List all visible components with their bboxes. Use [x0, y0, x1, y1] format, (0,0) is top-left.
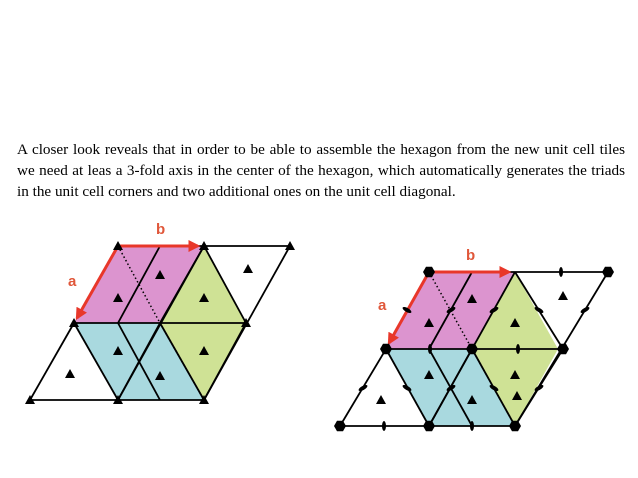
hexad-icon	[334, 421, 346, 431]
right-lattice-diagram	[334, 247, 614, 431]
caption-text: A closer look reveals that in order to be able to assemble the hexagon from the new unit cell tiles we need at leas a 3-fold axis in the center of the hexagon, which automatically generates the triads in the unit cell corners and two additional ones on the unit cell diagonal.	[17, 141, 625, 201]
left-lattice-diagram	[25, 221, 295, 404]
hexad-icon	[602, 267, 614, 277]
right-label-b: b	[466, 247, 476, 264]
left-label-b: b	[156, 221, 166, 238]
triad-icon	[558, 291, 568, 300]
left-label-a: a	[68, 273, 77, 290]
triad-icon	[243, 264, 253, 273]
diad-icon	[516, 344, 520, 354]
diad-icon	[580, 306, 591, 314]
diad-icon	[470, 421, 474, 431]
diad-icon	[382, 421, 386, 431]
triad-icon	[376, 395, 386, 404]
triad-icon	[65, 369, 75, 378]
diad-icon	[358, 384, 369, 392]
diad-icon	[559, 267, 563, 277]
right-label-a: a	[378, 297, 387, 314]
diad-icon	[428, 344, 432, 354]
